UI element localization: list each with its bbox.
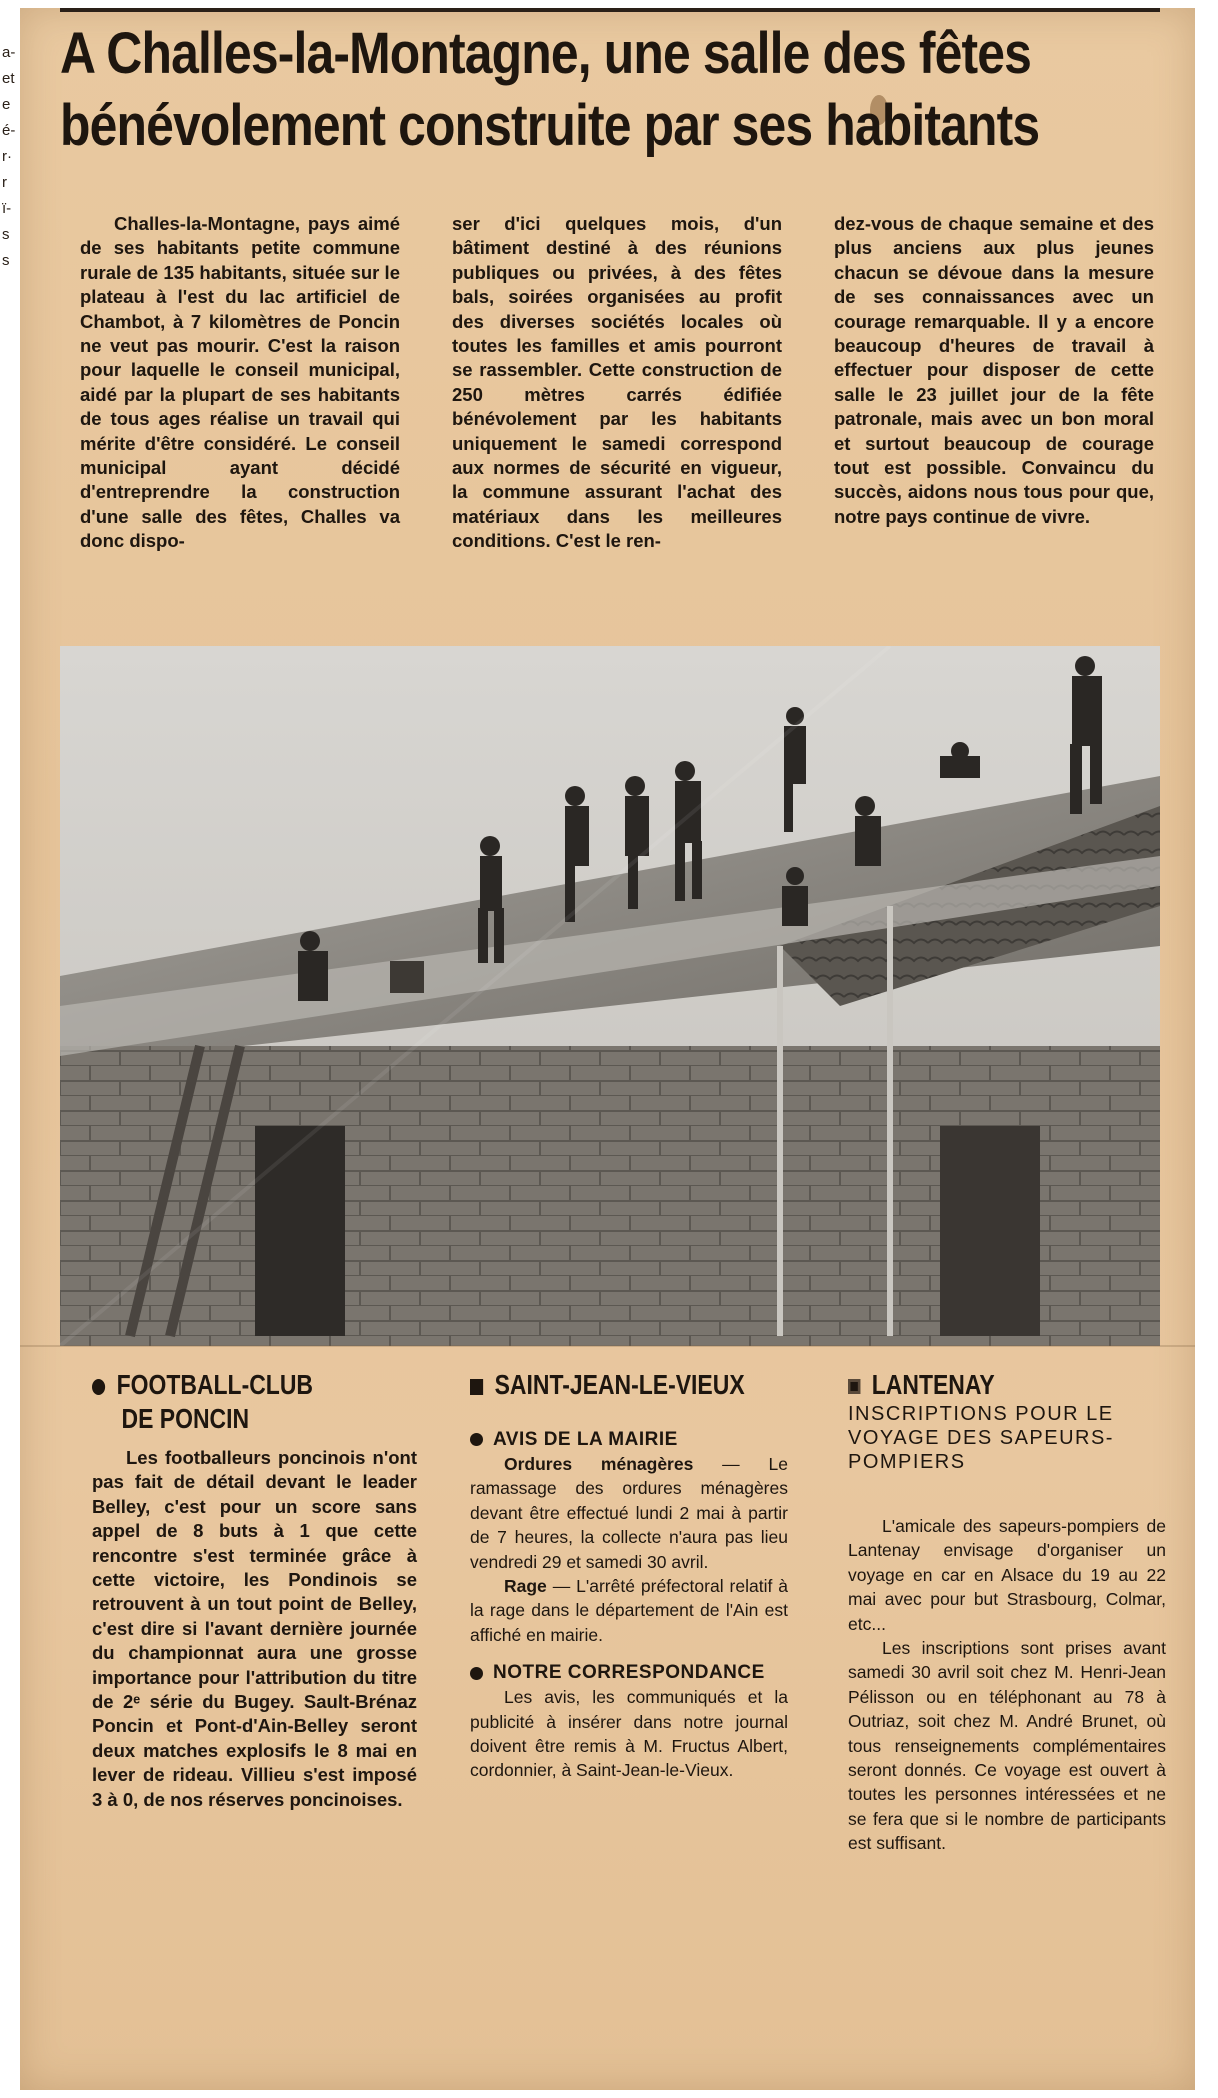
football-title: FOOTBALL-CLUB [92, 1368, 359, 1402]
margin-fragment-line: a- [2, 44, 16, 61]
football-section [92, 1368, 417, 1812]
margin-fragment-line: é- [2, 122, 16, 139]
lantenay-paragraph-2: Les inscriptions sont prises avant samedi 30 avril soit chez M. Henri-Jean Pélisson ou en téléphonant au 78 à Outriaz, soit chez M. André Brunet, où tous renseignements complémentaires seront donnés. Ce voyage est ouvert à toutes les personnes intéressées et ne se fera que si le nombre de participants est suffisant. [848, 1638, 1166, 1854]
article-column-2 [452, 212, 782, 554]
lantenay-subtitle: INSCRIPTIONS POUR LE VOYAGE DES SAPEURS-POMPIERS [848, 1403, 1114, 1473]
lantenay-paragraph-1: L'amicale des sapeurs-pompiers de Lantenay envisage d'organiser un voyage en car en Alsace du 19 au 22 mai avec pour but Strasbourg, Colmar, etc... [848, 1516, 1166, 1634]
football-title-line-2: DE PONCIN [121, 1403, 250, 1434]
headline-line-2: bénévolement construite par ses habitants [60, 93, 1040, 158]
margin-text-fragment [2, 40, 24, 274]
fold-crease [20, 1345, 1195, 1347]
football-body: Les footballeurs poncinois n'ont pas fait de détail devant le leader Belley, c'est pour un score sans appel de 8 buts à 1 que cette rencontre s'est terminée grâce à cette victoire, les Pondinois se retrouvent à un tout point de Belley, c'est dire si l'avant dernière journée du championnat aura une grosse importance pour l'attribution du titre de 2ᵉ série du Bugey. Sault-Brénaz Poncin et Pont-d'Ain-Belley seront deux matches explosifs le 8 mai en lever de rideau. Villieu s'est imposé 3 à 0, de nos réserves poncinoises. [92, 1447, 417, 1810]
margin-fragment-line: s [2, 226, 10, 243]
margin-fragment-line: s [2, 252, 10, 269]
bullet-square-icon [470, 1379, 483, 1395]
margin-fragment-line: r· [2, 148, 12, 165]
margin-fragment-line: et [2, 70, 15, 87]
article-paragraph: dez-vous de chaque semaine et des plus anciens aux plus jeunes chacun se dévoue dans la mesure de ses connaissances avec un courage remarquable. Il y a encore beaucoup d'heures de travail à effectuer pour disposer de cette salle le 23 juillet jour de la fête patronale, mais avec un bon moral et surtout beaucoup de courage tout est possible. Convaincu du succès, aidons nous tous pour que, notre pays continue de vivre. [834, 213, 1154, 527]
saint-jean-section [470, 1368, 788, 1783]
saint-jean-paragraph-1: Ordures ménagères — Le ramassage des ordures ménagères devant être effectué lundi 2 mai à partir de 7 heures, la collecte n'aura pas lieu vendredi 29 et samedi 30 avril. [470, 1454, 788, 1572]
lantenay-title: LANTENAY [848, 1368, 1109, 1402]
saint-jean-paragraph-3: Les avis, les communiqués et la publicité à insérer dans notre journal doivent être remis à M. Fructus Albert, cordonnier, à Saint-Jean-le-Vieux. [470, 1687, 788, 1781]
article-paragraph: ser d'ici quelques mois, d'un bâtiment destiné à des réunions publiques ou privées, à des fêtes bals, soirées organisées au profit des diverses sociétés locales où toutes les familles et amis pourront se rassembler. Cette construction de 250 mètres carrés édifiée bénévolement par les habitants uniquement le samedi correspond aux normes de sécurité en vigueur, la commune assurant l'achat des matériaux dans les meilleures conditions. C'est le ren- [452, 213, 782, 552]
saint-jean-subhead-2: NOTRE CORRESPONDANCE [470, 1661, 788, 1685]
bullet-dot-icon [470, 1667, 483, 1680]
bullet-square-icon [848, 1379, 860, 1394]
headline [60, 18, 1169, 162]
article-column-3 [834, 212, 1154, 529]
top-rule [60, 8, 1160, 12]
bullet-dot-icon [470, 1433, 483, 1446]
bullet-dot-icon [92, 1379, 105, 1395]
headline-line-1: A Challes-la-Montagne, une salle des fêtes [60, 21, 1031, 86]
lantenay-section [848, 1368, 1166, 1856]
photo-illustration [60, 646, 1160, 1346]
saint-jean-title: SAINT-JEAN-LE-VIEUX [470, 1368, 731, 1402]
saint-jean-paragraph-2: Rage — L'arrêté préfectoral relatif à la rage dans le département de l'Ain est affiché en mairie. [470, 1576, 788, 1645]
saint-jean-subhead-1: AVIS DE LA MAIRIE [470, 1428, 788, 1452]
margin-fragment-line: e [2, 96, 11, 113]
article-column-1 [80, 212, 400, 554]
photo-volunteers-on-roof [60, 646, 1160, 1346]
margin-fragment-line: ï- [2, 200, 12, 217]
article-paragraph: Challes-la-Montagne, pays aimé de ses habitants petite commune rurale de 135 habitants, située sur le plateau à l'est du lac artificiel de Chambot, à 7 kilomètres de Poncin ne veut pas mourir. C'est la raison pour laquelle le conseil municipal, aidé par la plupart de ses habitants de tous ages réalise un travail qui mérite d'être considéré. Le conseil municipal ayant décidé d'entreprendre la construction d'une salle des fêtes, Challes va donc dispo- [80, 213, 400, 552]
margin-fragment-line: r [2, 174, 7, 191]
